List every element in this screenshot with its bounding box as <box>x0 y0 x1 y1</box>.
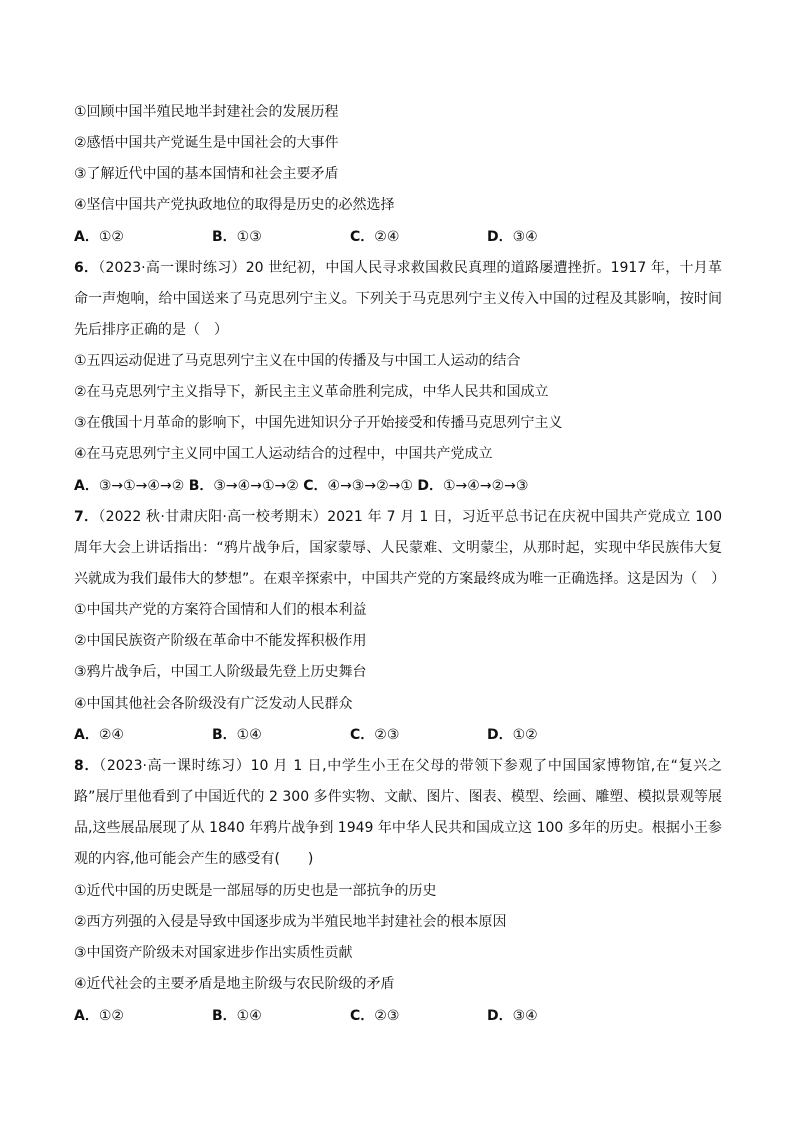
q8-options <box>74 1006 724 1026</box>
q8-statement-4: ④近代社会的主要矛盾是地主阶级与农民阶级的矛盾 <box>74 976 395 992</box>
q7-statement-4: ④中国其他社会各阶级没有广泛发动人民群众 <box>74 696 353 712</box>
q7-option-c[interactable]: C．②③ <box>350 727 400 743</box>
q6-option-b[interactable]: B．③→④→①→② <box>188 478 304 494</box>
q8-statement-1: ①近代中国的历史既是一部屈辱的历史也是一部抗争的历史 <box>74 883 437 899</box>
q7-options <box>74 725 724 745</box>
q5-statement-1: ①回顾中国半殖民地半封建社会的发展历程 <box>74 104 339 120</box>
q6-statement-3: ③在俄国十月革命的影响下，中国先进知识分子开始接受和传播马克思列宁主义 <box>74 415 563 431</box>
q5-option-c[interactable]: C．②④ <box>350 229 400 245</box>
q7-statement-3: ③鸦片战争后，中国工人阶级最先登上历史舞台 <box>74 664 367 680</box>
q7-statement-1: ①中国共产党的方案符合国情和人们的根本利益 <box>74 602 367 618</box>
q8-option-d[interactable]: D．③④ <box>487 1008 538 1024</box>
q5-statement-4: ④坚信中国共产党执政地位的取得是历史的必然选择 <box>74 197 395 213</box>
q8-statement-3: ③中国资产阶级未对国家进步作出实质性贡献 <box>74 945 353 961</box>
q6-number: 6． <box>74 260 99 276</box>
q8-statement-2: ②西方列强的入侵是导致中国逐步成为半殖民地半封建社会的根本原因 <box>74 914 507 930</box>
q7-number: 7． <box>74 509 99 525</box>
q8-option-c[interactable]: C．②③ <box>350 1008 400 1024</box>
q5-options <box>74 227 724 247</box>
q7-option-d[interactable]: D．①② <box>487 727 538 743</box>
q6-option-a[interactable]: A．③→①→④→② <box>74 478 189 494</box>
q6-statement-4: ④在马克思列宁主义同中国工人运动结合的过程中，中国共产党成立 <box>74 446 493 462</box>
q5-option-b[interactable]: B．①③ <box>212 229 262 245</box>
q6-option-d[interactable]: D．①→④→②→③ <box>417 478 529 494</box>
q7-option-a[interactable]: A．②④ <box>74 727 124 743</box>
q7-stem: 7．（2022 秋·甘肃庆阳·高一校考期末）2021 年 7 月 1 日，习近平总书记在庆祝中国共产党成立 100 周年大会上讲话指出：“鸦片战争后，国家蒙辱、人民蒙难、文明蒙尘，从那时起，实现中华民族伟大复兴就成为我们最伟大的梦想”。在艰辛探索中，中国共产党的方案最终成为唯一正确选择。这是因为（ ） <box>74 509 726 587</box>
q6-options <box>74 476 528 496</box>
q5-statement-2: ②感悟中国共产党诞生是中国社会的大事件 <box>74 135 339 151</box>
q5-statement-3: ③了解近代中国的基本国情和社会主要矛盾 <box>74 166 339 182</box>
q7-statement-2: ②中国民族资产阶级在革命中不能发挥积极作用 <box>74 633 367 649</box>
q6-option-c[interactable]: C．④→③→②→① <box>303 478 418 494</box>
q5-option-a[interactable]: A．①② <box>74 229 124 245</box>
q8-number: 8． <box>74 758 100 774</box>
q6-stem: 6．（2023·高一课时练习）20 世纪初，中国人民寻求救国救民真理的道路屡遭挫折。1917 年，十月革命一声炮响，给中国送来了马克思列宁主义。下列关于马克思列宁主义传入中国的过程及其影响，按时间先后排序正确的是（ ） <box>74 260 723 338</box>
q8-option-a[interactable]: A．①② <box>74 1008 124 1024</box>
q7-option-b[interactable]: B．①④ <box>212 727 262 743</box>
q8-stem: 8．（2023·高一课时练习）10 月 1 日,中学生小王在父母的带领下参观了中国国家博物馆,在“复兴之路”展厅里他看到了中国近代的 2 300 多件实物、文献、图片、图表、模型、绘画、雕塑、模拟景观等展品,这些展品展现了从 1840 年鸦片战争到 1949 年中华人民共和国成立这 100 多年的历史。根据小王参观的内容,他可能会产生的感受有( ) <box>74 758 722 867</box>
q6-statement-1: ①五四运动促进了马克思列宁主义在中国的传播及与中国工人运动的结合 <box>74 353 521 369</box>
q5-option-d[interactable]: D．③④ <box>487 229 538 245</box>
q6-statement-2: ②在马克思列宁主义指导下，新民主主义革命胜利完成，中华人民共和国成立 <box>74 384 549 400</box>
q8-option-b[interactable]: B．①④ <box>212 1008 262 1024</box>
